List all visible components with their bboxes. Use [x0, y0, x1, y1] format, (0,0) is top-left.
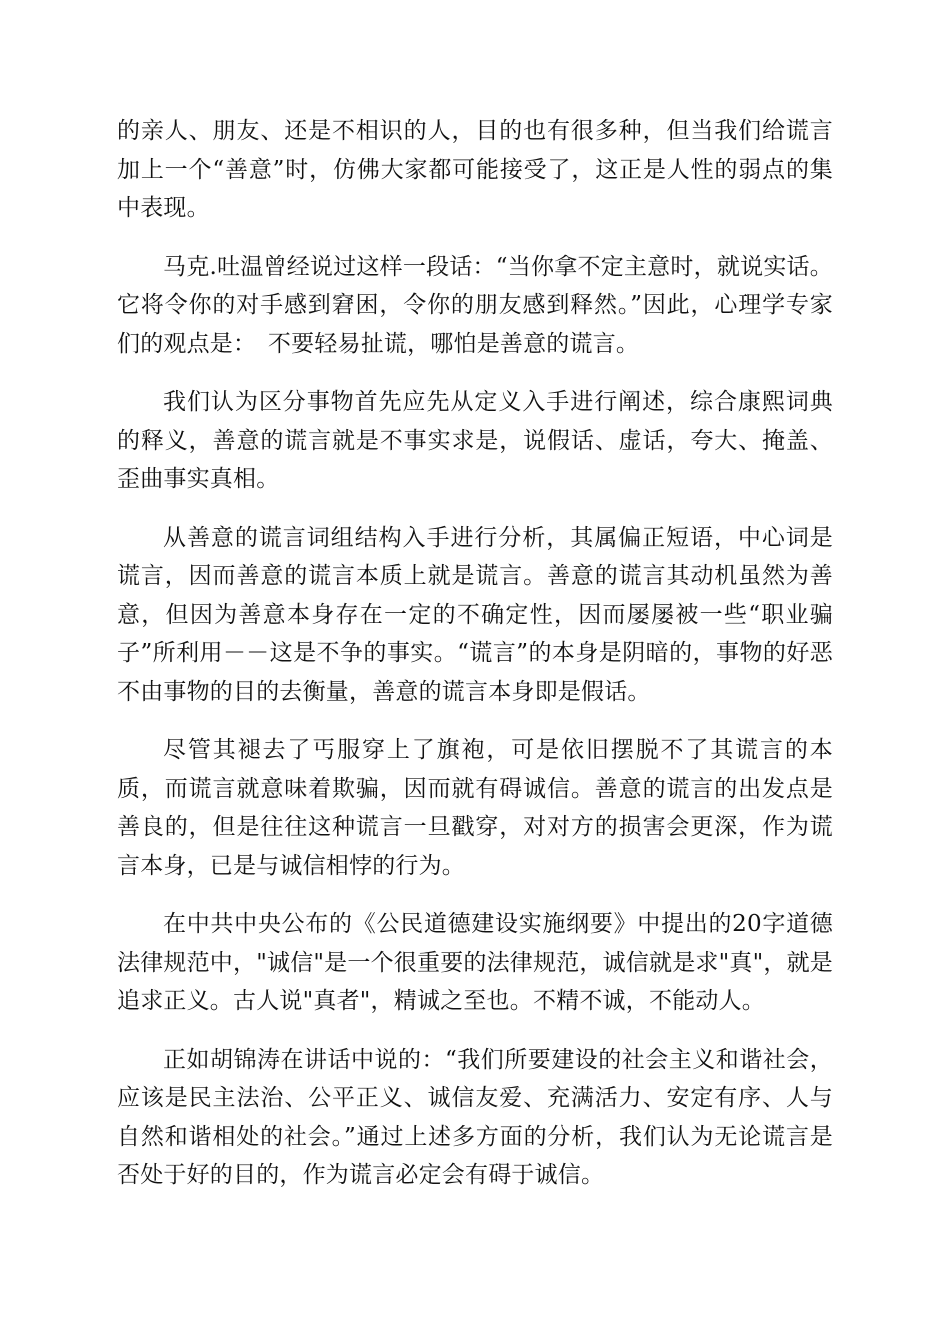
paragraph-5: 尽管其褪去了丐服穿上了旗袍，可是依旧摆脱不了其谎言的本质，而谎言就意味着欺骗，因而就有碍诚信。善意的谎言的出发点是善良的，但是往往这种谎言一旦戳穿，对对方的损害会更深，作为谎言本身，已是与诚信相悖的行为。 [117, 737, 833, 879]
paragraph-4: 从善意的谎言词组结构入手进行分析，其属偏正短语，中心词是谎言，因而善意的谎言本质上就是谎言。善意的谎言其动机虽然为善意，但因为善意本身存在一定的不确定性，因而屡屡被一些“职业骗子”所利用－－这是不争的事实。“谎言”的本身是阴暗的，事物的好恶不由事物的目的去衡量，善意的谎言本身即是假话。 [117, 524, 833, 705]
paragraph-7: 正如胡锦涛在讲话中说的：“我们所要建设的社会主义和谐社会，应该是民主法治、公平正义、诚信友爱、充满活力、安定有序、人与自然和谐相处的社会。”通过上述多方面的分析，我们认为无论谎言是否处于好的目的，作为谎言必定会有碍于诚信。 [117, 1046, 833, 1188]
paragraph-6: 在中共中央公布的《公民道德建设实施纲要》中提出的20字道德法律规范中，"诚信"是一个很重要的法律规范，诚信就是求"真"，就是追求正义。古人说"真者"，精诚之至也。不精不诚，不能动人。 [117, 911, 833, 1014]
paragraph-1: 的亲人、朋友、还是不相识的人，目的也有很多种，但当我们给谎言加上一个“善意”时，仿佛大家都可能接受了，这正是人性的弱点的集中表现。 [117, 118, 833, 221]
paragraph-2: 马克.吐温曾经说过这样一段话：“当你拿不定主意时，就说实话。它将令你的对手感到窘困，令你的朋友感到释然。”因此，心理学专家们的观点是： 不要轻易扯谎，哪怕是善意的谎言。 [117, 253, 833, 357]
document-page [117, 112, 833, 1215]
paragraph-3: 我们认为区分事物首先应先从定义入手进行阐述，综合康熙词典的释义，善意的谎言就是不事实求是，说假话、虚话，夸大、掩盖、歪曲事实真相。 [117, 389, 833, 492]
